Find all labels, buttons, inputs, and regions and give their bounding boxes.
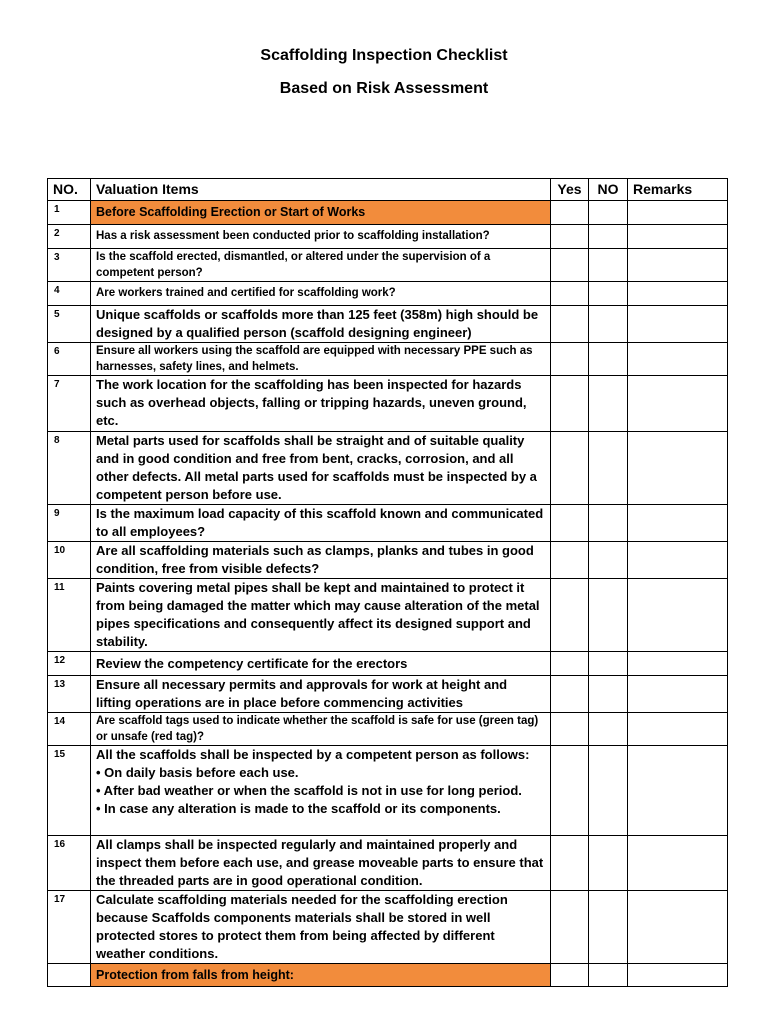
row-number: 11	[48, 579, 91, 652]
col-header-no: NO.	[48, 179, 91, 201]
col-header-remarks: Remarks	[628, 179, 728, 201]
row-number	[48, 964, 91, 987]
no-cell[interactable]	[589, 201, 628, 225]
no-cell[interactable]	[589, 676, 628, 713]
table-row	[48, 836, 728, 891]
no-cell[interactable]	[589, 652, 628, 676]
yes-cell[interactable]	[551, 652, 589, 676]
valuation-item	[91, 282, 551, 306]
yes-cell[interactable]	[551, 713, 589, 746]
section-heading: Before Scaffolding Erection or Start of Works	[96, 205, 366, 219]
row-number: 16	[48, 836, 91, 891]
yes-cell[interactable]	[551, 676, 589, 713]
row-number: 12	[48, 652, 91, 676]
row-number: 2	[48, 225, 91, 249]
col-header-yes: Yes	[551, 179, 589, 201]
yes-cell[interactable]	[551, 376, 589, 432]
remarks-cell[interactable]	[628, 713, 728, 746]
remarks-cell[interactable]	[628, 891, 728, 964]
yes-cell[interactable]	[551, 964, 589, 987]
yes-cell[interactable]	[551, 836, 589, 891]
valuation-item-text: Has a risk assessment been conducted prior to scaffolding installation?	[96, 230, 490, 242]
no-cell[interactable]	[589, 343, 628, 376]
row-number: 1	[48, 201, 91, 225]
valuation-item-text: Review the competency certificate for the erectors	[96, 656, 408, 671]
bullet-item: • After bad weather or when the scaffold is not in use for long period.	[96, 783, 522, 798]
row-number: 3	[48, 249, 91, 282]
valuation-item	[91, 225, 551, 249]
remarks-cell[interactable]	[628, 836, 728, 891]
no-cell[interactable]	[589, 836, 628, 891]
yes-cell[interactable]	[551, 505, 589, 542]
remarks-cell[interactable]	[628, 746, 728, 836]
section-heading: Protection from falls from height:	[96, 968, 294, 982]
table-row	[48, 505, 728, 542]
row-number: 15	[48, 746, 91, 836]
no-cell[interactable]	[589, 505, 628, 542]
no-cell[interactable]	[589, 225, 628, 249]
section-heading-cell	[91, 964, 551, 987]
no-cell[interactable]	[589, 579, 628, 652]
checklist-table	[47, 178, 728, 987]
table-row	[48, 652, 728, 676]
no-cell[interactable]	[589, 964, 628, 987]
row-number: 5	[48, 306, 91, 343]
col-header-items: Valuation Items	[91, 179, 551, 201]
table-row	[48, 225, 728, 249]
table-row	[48, 343, 728, 376]
table-row	[48, 201, 728, 225]
remarks-cell[interactable]	[628, 249, 728, 282]
no-cell[interactable]	[589, 306, 628, 343]
valuation-item: Unique scaffolds or scaffolds more than 125 feet (358m) high should be designed by a qualified person (scaffold designing engineer)	[91, 306, 551, 343]
inspection-intro: All the scaffolds shall be inspected by a competent person as follows:	[96, 747, 530, 762]
remarks-cell[interactable]	[628, 376, 728, 432]
row-number: 6	[48, 343, 91, 376]
no-cell[interactable]	[589, 542, 628, 579]
valuation-item: Is the scaffold erected, dismantled, or altered under the supervision of a competent person?	[91, 249, 551, 282]
table-row	[48, 579, 728, 652]
table-row	[48, 964, 728, 987]
row-number: 7	[48, 376, 91, 432]
valuation-item: Is the maximum load capacity of this scaffold known and communicated to all employees?	[91, 505, 551, 542]
document-title: Scaffolding Inspection Checklist	[260, 47, 508, 64]
yes-cell[interactable]	[551, 201, 589, 225]
table-row	[48, 432, 728, 505]
remarks-cell[interactable]	[628, 306, 728, 343]
row-number: 17	[48, 891, 91, 964]
remarks-cell[interactable]	[628, 225, 728, 249]
table-row	[48, 891, 728, 964]
yes-cell[interactable]	[551, 746, 589, 836]
valuation-item	[91, 652, 551, 676]
no-cell[interactable]	[589, 376, 628, 432]
table-row	[48, 249, 728, 282]
remarks-cell[interactable]	[628, 282, 728, 306]
valuation-item-text: Are workers trained and certified for scaffolding work?	[96, 287, 396, 299]
valuation-item	[91, 746, 551, 836]
table-row	[48, 676, 728, 713]
remarks-cell[interactable]	[628, 201, 728, 225]
row-number: 10	[48, 542, 91, 579]
yes-cell[interactable]	[551, 306, 589, 343]
valuation-item: Are scaffold tags used to indicate whether the scaffold is safe for use (green tag) or unsafe (red tag)?	[91, 713, 551, 746]
document-subtitle: Based on Risk Assessment	[279, 80, 489, 97]
yes-cell[interactable]	[551, 579, 589, 652]
no-cell[interactable]	[589, 282, 628, 306]
valuation-item: The work location for the scaffolding has been inspected for hazards such as overhead objects, falling or tripping hazards, uneven ground, etc.	[91, 376, 551, 432]
table-row	[48, 376, 728, 432]
table-row	[48, 306, 728, 343]
table-row	[48, 282, 728, 306]
bullet-item: • On daily basis before each use.	[96, 765, 299, 780]
yes-cell[interactable]	[551, 891, 589, 964]
no-cell[interactable]	[589, 891, 628, 964]
table-header-row	[48, 179, 728, 201]
valuation-item: All clamps shall be inspected regularly and maintained properly and inspect them before each use, and grease moveable parts to ensure that the threaded parts are in good operational condition.	[91, 836, 551, 891]
valuation-item: Ensure all workers using the scaffold are equipped with necessary PPE such as harnesses, safety lines, and helmets.	[91, 343, 551, 376]
table-row	[48, 746, 728, 836]
remarks-cell[interactable]	[628, 676, 728, 713]
valuation-item: Metal parts used for scaffolds shall be straight and of suitable quality and in good condition and free from bent, cracks, corrosion, and all other defects. All metal parts used for scaffolds must be inspected by a competent person before use.	[91, 432, 551, 505]
no-cell[interactable]	[589, 746, 628, 836]
remarks-cell[interactable]	[628, 964, 728, 987]
section-heading-cell	[91, 201, 551, 225]
yes-cell[interactable]	[551, 249, 589, 282]
remarks-cell[interactable]	[628, 505, 728, 542]
valuation-item: Ensure all necessary permits and approvals for work at height and lifting operations are in place before commencing activities	[91, 676, 551, 713]
valuation-item: Are all scaffolding materials such as clamps, planks and tubes in good condition, free from visible defects?	[91, 542, 551, 579]
no-cell[interactable]	[589, 432, 628, 505]
table-row	[48, 542, 728, 579]
row-number: 14	[48, 713, 91, 746]
remarks-cell[interactable]	[628, 343, 728, 376]
col-header-no-answer: NO	[589, 179, 628, 201]
valuation-item: Paints covering metal pipes shall be kept and maintained to protect it from being damaged the matter which may cause alteration of the metal pipes specifications and consequently affect its designed support and stability.	[91, 579, 551, 652]
row-number: 9	[48, 505, 91, 542]
no-cell[interactable]	[589, 713, 628, 746]
yes-cell[interactable]	[551, 225, 589, 249]
row-number: 4	[48, 282, 91, 306]
row-number: 13	[48, 676, 91, 713]
remarks-cell[interactable]	[628, 652, 728, 676]
remarks-cell[interactable]	[628, 432, 728, 505]
table-row	[48, 713, 728, 746]
yes-cell[interactable]	[551, 343, 589, 376]
no-cell[interactable]	[589, 249, 628, 282]
yes-cell[interactable]	[551, 432, 589, 505]
remarks-cell[interactable]	[628, 542, 728, 579]
valuation-item: Calculate scaffolding materials needed for the scaffolding erection because Scaffolds components materials shall be stored in well protected stores to protect them from being affected by different weather conditions.	[91, 891, 551, 964]
remarks-cell[interactable]	[628, 579, 728, 652]
yes-cell[interactable]	[551, 282, 589, 306]
bullet-item: • In case any alteration is made to the scaffold or its components.	[96, 801, 501, 816]
yes-cell[interactable]	[551, 542, 589, 579]
row-number: 8	[48, 432, 91, 505]
